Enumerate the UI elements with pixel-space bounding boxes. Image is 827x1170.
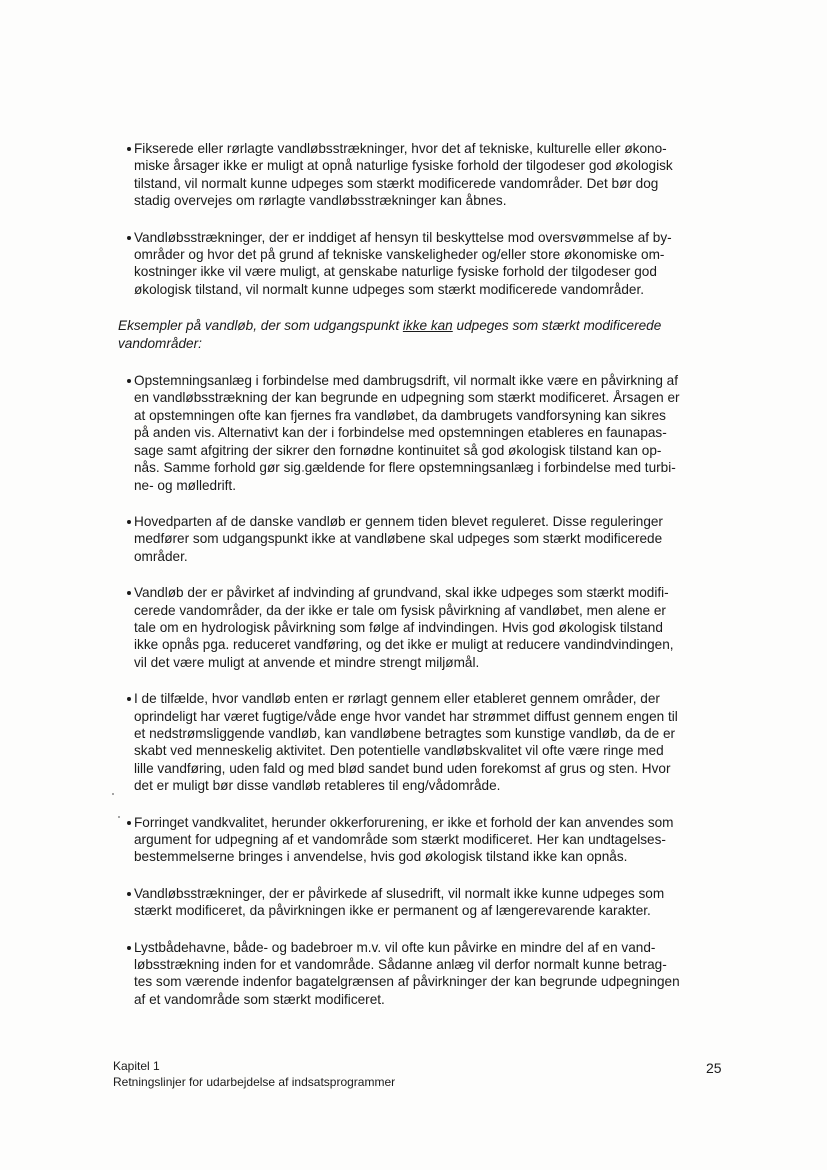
bullet-icon	[127, 697, 131, 701]
text-line: nås. Samme forhold gør sig gældende for flere opstemningsanlæg i forbindelse med turbi-	[134, 460, 676, 476]
footer-subtitle: Retningslinjer for udarbejdelse af indsatsprogrammer	[113, 1075, 396, 1089]
text-line: det er muligt bør disse vandløb retableres til eng/vådområde.	[134, 778, 501, 794]
bullet-icon	[127, 147, 131, 151]
heading-line	[118, 317, 728, 334]
text-line: tes som værende indenfor bagatelgrænsen af påvirkninger der kan begrunde udpegningen	[134, 974, 680, 990]
text-line: miske årsager ikke er muligt at opnå naturlige fysiske forhold der tilgodeser god økologisk	[134, 158, 673, 174]
text-line: tale om en hydrologisk påvirkning som følge af indvindingen. Hvis god økologisk tilstand	[134, 619, 663, 635]
document-body	[118, 140, 728, 1027]
text-line: ne- og mølledrift.	[134, 477, 236, 493]
page-number: 25	[706, 1060, 722, 1076]
bullet-icon	[127, 236, 131, 240]
bullet-grundvand	[118, 584, 728, 671]
bullet-icon	[127, 591, 131, 595]
text-line: Forringet vandkvalitet, herunder okkerforurening, er ikke et forhold der kan anvendes som	[134, 814, 674, 830]
text-line: Lystbådehavne, både- og badebroer m.v. vil ofte kun påvirke en mindre del af en vand-	[134, 939, 656, 955]
text-line: Fikserede eller rørlagte vandløbsstrækninger, hvor det af tekniske, kulturelle eller økono-	[134, 141, 667, 156]
bullet-inddiget	[118, 229, 728, 299]
bullet-enge	[118, 690, 728, 794]
text-line: Vandløbsstrækninger, der er påvirkede af slusedrift, vil normalt ikke kunne udpeges som	[134, 885, 665, 901]
text-line: argument for udpegning af et vandområde som stærkt modificeret. Her kan undtagelses-	[134, 832, 666, 847]
text-line: Vandløbsstrækninger, der er inddiget af hensyn til beskyttelse mod oversvømmelse af by-	[134, 229, 672, 245]
text-line: af et vandområde som stærkt modificeret.	[134, 991, 385, 1007]
text-line: ikke opnås pga. reduceret vandføring, og det ikke er muligt at reducere vandindvindingen,	[134, 637, 674, 653]
bullet-icon	[127, 379, 131, 383]
text-line: en vandløbsstrækning der kan begrunde en udpegning som stærkt modificeret. Årsagen er	[134, 390, 680, 406]
text-line: Hovedparten af de danske vandløb er gennem tiden blevet reguleret. Disse reguleringer	[134, 513, 663, 529]
text-line: lille vandføring, uden fald og med blød sandet bund uden forekomst af grus og sten. Hvor	[134, 760, 671, 776]
bullet-icon	[127, 821, 131, 825]
text-line: kostninger ikke vil være muligt, at genskabe naturlige fysiske forhold der tilgodeser god	[134, 264, 657, 280]
page-footer	[113, 1058, 395, 1090]
text-line: områder og hvor det på grund af tekniske vanskeligheder og/eller store økonomiske om-	[134, 247, 665, 263]
heading-text: udpeges som stærkt modificerede	[452, 318, 662, 334]
text-line: Vandløb der er påvirket af indvinding af grundvand, skal ikke udpeges som stærkt modifi-	[134, 585, 669, 601]
text-line: at opstemningen ofte kan fjernes fra vandløbet, da dambrugets vandforsyning kan sikres	[134, 407, 666, 423]
section-heading	[118, 317, 728, 352]
text-line: bestemmelserne bringes i anvendelse, hvis god økologisk tilstand ikke kan opnås.	[134, 849, 628, 865]
bullet-fikserede	[118, 140, 728, 210]
text-line: medfører som udgangspunkt ikke at vandløbene skal udpeges som stærkt modificerede	[134, 531, 663, 547]
bullet-icon	[127, 946, 131, 950]
heading-text: Eksempler på vandløb, der som udgangspunkt	[118, 318, 403, 334]
text-line: et nedstrømsliggende vandløb, kan vandløbene betragtes som kunstige vandløb, da de er	[134, 725, 676, 741]
text-line: cerede vandområder, da der ikke er tale om fysisk påvirkning af vandløbet, men alene er	[134, 602, 666, 618]
text-line: økologisk tilstand, vil normalt kunne udpeges som stærkt modificerede vandområder.	[134, 281, 645, 297]
text-line: skabt ved menneskelig aktivitet. Den potentielle vandløbskvalitet vil ofte være ringe med	[134, 743, 664, 759]
text-line: løbsstrækning inden for et vandområde. Sådanne anlæg vil derfor normalt kunne betrag-	[134, 957, 667, 973]
bullet-icon	[127, 892, 131, 896]
heading-underlined-text: ikke kan	[402, 318, 453, 334]
bullet-opstemningsanlaeg	[118, 372, 728, 494]
text-line: tilstand, vil normalt kunne udpeges som stærkt modificerede vandområder. Det bør dog	[134, 175, 659, 191]
bullet-icon	[127, 520, 131, 524]
text-line: I de tilfælde, hvor vandløb enten er rørlagt gennem eller etableret gennem områder, der	[134, 691, 660, 707]
bullet-vandkvalitet	[118, 814, 728, 866]
bullet-hovedparten	[118, 513, 728, 565]
text-line: sage samt afgitring der sikrer den fornødne kontinuitet så god økologisk tilstand kan op-	[134, 442, 662, 458]
heading-line: vandområder:	[118, 335, 202, 351]
bullet-lystbaadehavne	[118, 939, 728, 1009]
text-line: stadig overvejes om rørlagte vandløbsstrækninger kan åbnes.	[134, 193, 507, 209]
text-line: oprindeligt har været fugtige/våde enge hvor vandet har strømmet diffust gennem engen til	[134, 708, 678, 724]
footer-chapter: Kapitel 1	[113, 1059, 160, 1073]
text-line: vil det være muligt at anvende et mindre strengt miljømål.	[134, 654, 480, 670]
scan-speck	[112, 793, 114, 795]
text-line: Opstemningsanlæg i forbindelse med dambrugsdrift, vil normalt ikke være en påvirkning af	[134, 373, 679, 389]
bullet-slusedrift	[118, 885, 728, 920]
text-line: på anden vis. Alternativt kan der i forbindelse med opstemningen etableres en faunapas-	[134, 425, 667, 441]
text-line: stærkt modificeret, da påvirkningen ikke er permanent og af længerevarende karakter.	[134, 903, 651, 919]
text-line: områder.	[134, 548, 188, 564]
